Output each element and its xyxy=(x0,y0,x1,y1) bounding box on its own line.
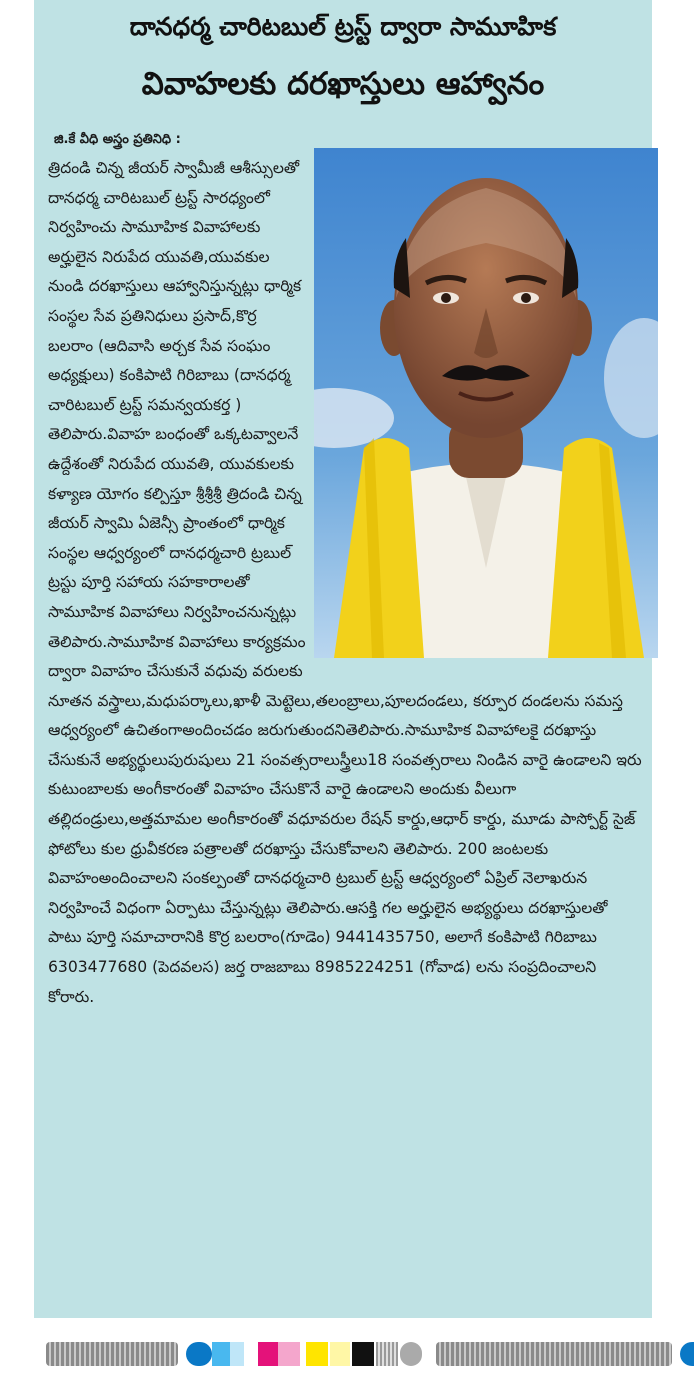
headline-line-1: దానధర్మ చారిటబుల్ ట్రస్ట్ ద్వారా సామూహిక xyxy=(129,12,557,41)
gray-swatch xyxy=(376,1342,398,1366)
headline-line-2: వివాహలకు దరఖాస్తులు ఆహ్వానం xyxy=(141,66,545,102)
article-body xyxy=(48,154,642,1012)
black-swatch xyxy=(352,1342,374,1366)
cyan-swatch-edge xyxy=(680,1342,694,1366)
magenta-swatch xyxy=(258,1342,278,1366)
cyan-swatch-light xyxy=(230,1342,244,1366)
yellow-swatch-light xyxy=(330,1342,350,1366)
cyan-swatch xyxy=(212,1342,230,1366)
article-text: త్రిదండి చిన్న జీయర్ స్వామీజీ ఆశీస్సులతో దానధర్మ చారిటబుల్ ట్రస్ట్ సారధ్యంలో నిర్వహించు సామూహిక వివాహాలకు అర్హులైన నిరుపేద యువతి,యువకుల నుండి దరఖాస్తులు ఆహ్వానిస్తున్నట్లు ధార్మిక సంస్థల సేవ ప్రతినిధులు ప్రసాద్,కొర్ర బలరాం (ఆదివాసి అర్చక సేవ సంఘం అధ్యక్షులు) కంకిపాటి గిరిబాబు (దానధర్మ చారిటబుల్ ట్రస్ట్ సమన్వయకర్త ) తెలిపారు.వివాహ బంధంతో ఒక్కటవ్వాలనే ఉద్దేశంతో నిరుపేద యువతి, యువకులకు కళ్యాణ యోగం కల్పిస్తూ శ్రీశ్రీశ్రీ త్రిదండి చిన్న జీయర్ స్వామి ఏజెన్సీ ప్రాంతంలో ధార్మిక సంస్థల ఆధ్వర్యంలో దానధర్మచారి ట్రబుల్ ట్రస్టు పూర్తి సహాయ సహకారాలతో సామూహిక వివాహాలు నిర్వహించనున్నట్లు తెలిపారు.సామూహిక వివాహాలు కార్యక్రమం ద్వారా వివాహం చేసుకునే వధువు వరులకు నూతన వస్త్రాలు,మధుపర్కాలు,ఖాళీ మెట్టెలు,తలంబ్రాలు,పూలదండలు, కర్పూర దండలను సమస్త ఆధ్వర్యంలో ఉచితంగాఅందించడం జరుగుతుందనితెలిపారు.సామూహిక వివాహాలకై దరఖాస్తు చేసుకునే అభ్యర్థులుపురుషులు 21 సంవత్సరాలుస్త్రీలు18 సంవత్సరాలు నిండిన వారై ఉండాలని ఇరు కుటుంబాలకు అంగీకారంతో వివాహం చేసుకొనే వారై ఉండాలని అందుకు వీలుగా తల్లిదండ్రులు,అత్తమామల అంగీకారంతో వధూవరుల రేషన్ కార్డు,ఆధార్ కార్డు, మూడు పాస్పోర్ట్ సైజ్ ఫోటోలు కుల ధ్రువీకరణ పత్రాలతో దరఖాస్తు చేసుకోవాలని తెలిపారు. 200 జంటలకు వివాహంఅందించాలని సంకల్పంతో దానధర్మచారి ట్రబుల్ ట్రస్ట్ ఆధ్వర్యంలో ఏప్రిల్ నెలాఖరున నిర్వహించే విధంగా ఏర్పాటు చేస్తున్నట్లు తెలిపారు.ఆసక్తి గల అర్హులైన అభ్యర్థులు దరఖాస్తులతో పాటు పూర్తి సమాచారానికి కొర్ర బలరాం(గూడెం) 9441435750, అలాగే కంకిపాటి గిరిబాబు 6303477680 (పెదవలస) జర్త రాజబాబు 8985224251 (గోవాడ) లను సంప్రదించాలని కోరారు. xyxy=(48,159,642,1006)
gray-gradient-strip xyxy=(46,1342,178,1366)
byline: జి.కే వీధి అస్త్రం ప్రతినిధి : xyxy=(54,132,181,147)
gray-dot-swatch xyxy=(400,1342,422,1366)
portrait-photo xyxy=(314,148,658,658)
gray-gradient-strip-right xyxy=(436,1342,672,1366)
yellow-swatch xyxy=(306,1342,328,1366)
magenta-swatch-light xyxy=(278,1342,300,1366)
cyan-swatch-dark xyxy=(186,1342,212,1366)
news-article xyxy=(34,0,652,1318)
